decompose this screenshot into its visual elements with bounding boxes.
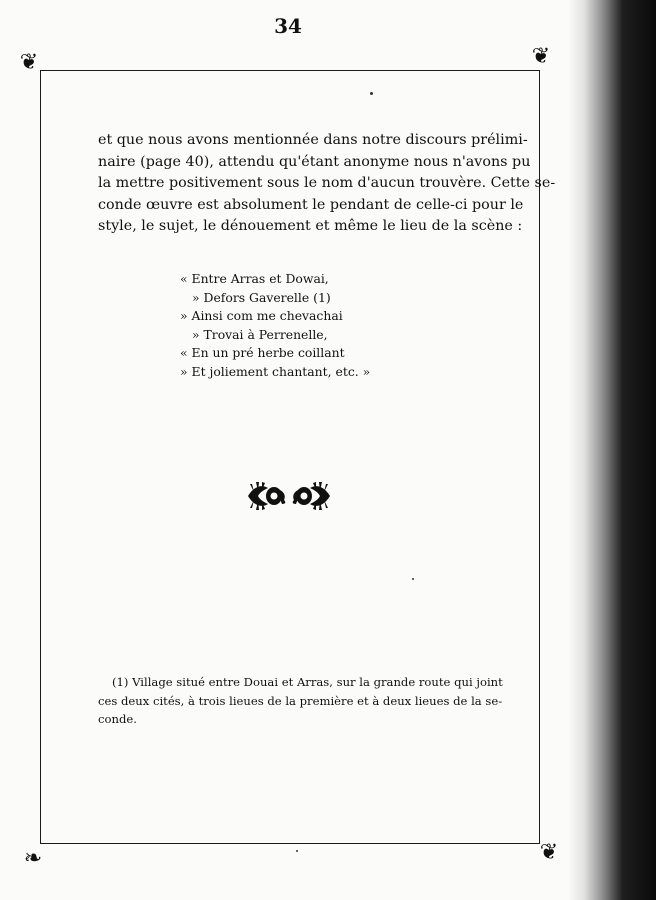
- paper-speck: [370, 92, 373, 95]
- body-line: la mettre positivement sous le nom d'aucun trouvère. Cette se-: [98, 175, 556, 192]
- body-line: conde œuvre est absolument le pendant de celle-ci pour le: [98, 196, 524, 213]
- body-line: style, le sujet, le dénouement et même le lieu de la scène :: [98, 218, 523, 235]
- footnote-line: (1) Village situé entre Douai et Arras, sur la grande route qui joint: [112, 675, 503, 689]
- fleuron-icon: ❦: [531, 44, 551, 69]
- fleuron-icon: ❦: [539, 840, 559, 865]
- paper-speck: [296, 850, 298, 852]
- footnote: [98, 673, 503, 729]
- page-number: 34: [274, 14, 302, 38]
- body-line: naire (page 40), attendu qu'étant anonyme nous n'avons pu: [98, 153, 531, 170]
- body-line: et que nous avons mentionnée dans notre discours prélimi-: [98, 132, 528, 148]
- body-paragraph: [98, 130, 556, 238]
- footnote-line: ces deux cités, à trois lieues de la première et à deux lieues de la se-: [98, 693, 503, 708]
- binding-shadow: [568, 0, 656, 900]
- verse-quotation: [180, 270, 370, 382]
- fleuron-icon: ❧: [23, 846, 43, 871]
- verse-line: » Defors Gaverelle (1): [192, 289, 331, 305]
- verse-line: » Et joliement chantant, etc. »: [180, 363, 371, 379]
- verse-line: » Trovai à Perrenelle,: [192, 326, 328, 342]
- footnote-line: conde.: [98, 712, 137, 727]
- verse-line: » Ainsi com me chevachai: [180, 308, 343, 324]
- verse-line: « Entre Arras et Dowai,: [180, 271, 329, 286]
- fleuron-icon: ❦: [19, 50, 39, 75]
- verse-line: « En un pré herbe coillant: [180, 345, 345, 361]
- palmette-ornament-icon: [244, 478, 334, 514]
- paper-speck: [412, 578, 414, 580]
